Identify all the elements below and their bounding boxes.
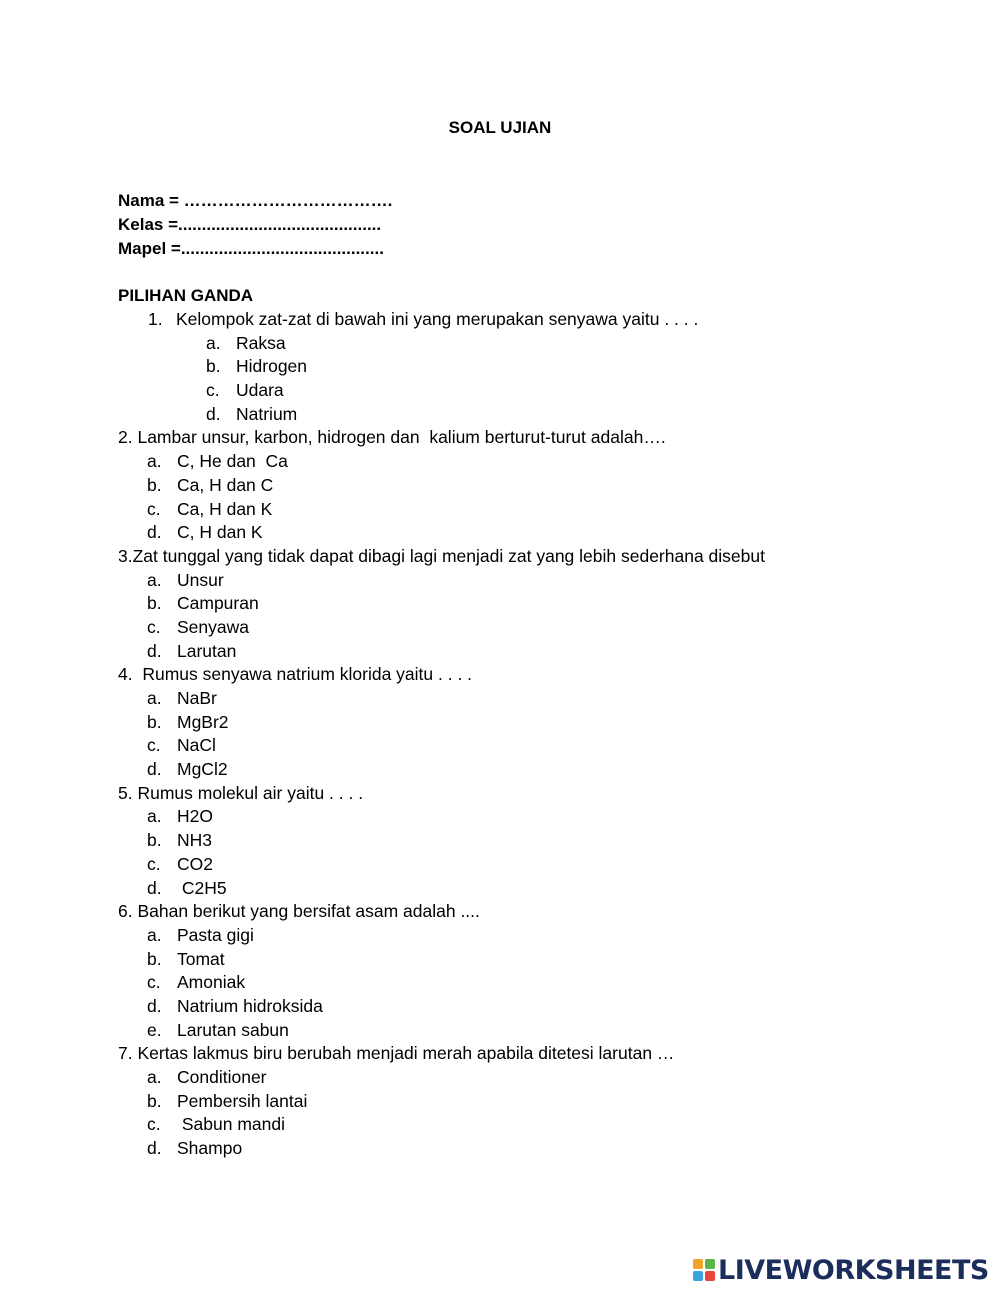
option-item bbox=[118, 948, 765, 972]
option-item bbox=[118, 971, 765, 995]
page-title: SOAL UJIAN bbox=[448, 118, 552, 137]
logo-tile bbox=[693, 1259, 703, 1269]
option-text: C, He dan Ca bbox=[177, 451, 288, 472]
option-letter: d. bbox=[147, 995, 162, 1016]
option-item bbox=[118, 1113, 765, 1137]
option-text: Udara bbox=[236, 380, 284, 401]
option-text: Pembersih lantai bbox=[177, 1090, 308, 1111]
option-letter: a. bbox=[206, 332, 221, 353]
option-item bbox=[118, 853, 765, 877]
option-letter: c. bbox=[147, 735, 161, 756]
option-letter: c. bbox=[147, 972, 161, 993]
option-item bbox=[118, 687, 765, 711]
option-text: Larutan bbox=[177, 640, 237, 661]
option-text: MgBr2 bbox=[177, 711, 229, 732]
logo-tile bbox=[705, 1259, 715, 1269]
option-text: Ca, H dan K bbox=[177, 498, 273, 519]
option-item bbox=[118, 1066, 765, 1090]
option-item bbox=[118, 592, 765, 616]
option-item bbox=[118, 450, 765, 474]
option-text: NaCl bbox=[177, 735, 216, 756]
option-text: Ca, H dan C bbox=[177, 474, 274, 495]
option-text: NaBr bbox=[177, 688, 217, 708]
option-item bbox=[118, 711, 765, 735]
question-number: 1. bbox=[148, 309, 163, 329]
option-text: Natrium bbox=[236, 403, 298, 424]
option-letter: a. bbox=[147, 688, 162, 708]
question-5: 5. Rumus molekul air yaitu . . . . bbox=[118, 782, 364, 803]
option-text: Shampo bbox=[177, 1138, 243, 1159]
option-text: H2O bbox=[177, 806, 213, 827]
option-letter: e. bbox=[147, 1019, 162, 1040]
question-list bbox=[118, 308, 765, 1161]
option-text: Amoniak bbox=[177, 972, 246, 993]
option-item bbox=[118, 1137, 765, 1161]
option-letter: a. bbox=[147, 924, 162, 945]
option-item bbox=[118, 924, 765, 948]
question-7: 7. Kertas lakmus biru berubah menjadi merah apabila ditetesi larutan … bbox=[118, 1043, 675, 1064]
brand-name: LIVEWORKSHEETS bbox=[718, 1254, 989, 1286]
option-text: C2H5 bbox=[177, 877, 227, 898]
option-text: Senyawa bbox=[177, 616, 249, 637]
option-text: NH3 bbox=[177, 830, 213, 851]
option-text: CO2 bbox=[177, 853, 213, 874]
option-text: Tomat bbox=[177, 948, 225, 969]
option-item bbox=[118, 616, 765, 640]
liveworksheets-logo bbox=[693, 1255, 989, 1285]
option-text: Unsur bbox=[177, 569, 224, 590]
mapel-field: Mapel =........................................... bbox=[118, 239, 384, 258]
option-item bbox=[118, 877, 765, 901]
option-item bbox=[118, 1090, 765, 1114]
option-letter: d. bbox=[147, 522, 162, 543]
option-text: Campuran bbox=[177, 593, 259, 614]
option-letter: c. bbox=[147, 616, 161, 637]
option-text: Pasta gigi bbox=[177, 924, 254, 945]
option-item bbox=[118, 355, 765, 379]
student-identity-block bbox=[118, 189, 392, 261]
logo-tile bbox=[705, 1271, 715, 1281]
option-item bbox=[118, 474, 765, 498]
option-text: MgCl2 bbox=[177, 759, 228, 780]
option-text: Sabun mandi bbox=[177, 1114, 285, 1135]
option-letter: b. bbox=[147, 593, 162, 614]
option-item bbox=[118, 829, 765, 853]
option-text: Raksa bbox=[236, 332, 286, 353]
option-letter: d. bbox=[147, 640, 162, 661]
option-letter: a. bbox=[147, 569, 162, 590]
option-letter: b. bbox=[147, 1090, 162, 1111]
nama-field: Nama = ………………………………. bbox=[118, 191, 393, 210]
question-6: 6. Bahan berikut yang bersifat asam adalah .... bbox=[118, 901, 480, 922]
option-item bbox=[118, 640, 765, 664]
option-letter: c. bbox=[147, 853, 161, 874]
question-4: 4. Rumus senyawa natrium klorida yaitu . . . . bbox=[118, 664, 473, 685]
option-letter: b. bbox=[147, 948, 162, 969]
option-letter: b. bbox=[147, 830, 162, 851]
option-item bbox=[118, 805, 765, 829]
option-letter: a. bbox=[147, 1067, 162, 1087]
option-letter: d. bbox=[147, 1138, 162, 1159]
kelas-field: Kelas =........................................... bbox=[118, 215, 382, 234]
option-letter: c. bbox=[147, 1114, 161, 1135]
option-text: Hidrogen bbox=[236, 356, 308, 377]
question-3: 3.Zat tunggal yang tidak dapat dibagi lagi menjadi zat yang lebih sederhana disebut bbox=[118, 545, 765, 566]
option-text: Conditioner bbox=[177, 1067, 267, 1087]
question-2: 2. Lambar unsur, karbon, hidrogen dan kalium berturut-turut adalah…. bbox=[118, 427, 666, 448]
section-heading: PILIHAN GANDA bbox=[118, 286, 254, 305]
option-item bbox=[118, 379, 765, 403]
question-text: Kelompok zat-zat di bawah ini yang merupakan senyawa yaitu . . . . bbox=[176, 309, 699, 329]
option-letter: b. bbox=[206, 356, 221, 377]
option-text: Larutan sabun bbox=[177, 1019, 289, 1040]
question-1 bbox=[118, 308, 765, 332]
logo-tile bbox=[693, 1271, 703, 1281]
option-item bbox=[118, 995, 765, 1019]
option-letter: c. bbox=[147, 498, 161, 519]
liveworksheets-logo-icon bbox=[693, 1259, 715, 1281]
option-letter: d. bbox=[206, 403, 221, 424]
option-letter: d. bbox=[147, 759, 162, 780]
option-item bbox=[118, 332, 765, 356]
option-item bbox=[118, 758, 765, 782]
option-item bbox=[118, 1019, 765, 1043]
option-letter: b. bbox=[147, 474, 162, 495]
option-item bbox=[118, 521, 765, 545]
option-text: Natrium hidroksida bbox=[177, 995, 323, 1016]
option-item bbox=[118, 734, 765, 758]
option-letter: a. bbox=[147, 451, 162, 472]
option-letter: c. bbox=[206, 380, 220, 401]
option-text: C, H dan K bbox=[177, 522, 263, 543]
option-letter: a. bbox=[147, 806, 162, 827]
option-letter: b. bbox=[147, 711, 162, 732]
option-letter: d. bbox=[147, 877, 162, 898]
option-item bbox=[118, 498, 765, 522]
option-item bbox=[118, 403, 765, 427]
option-item bbox=[118, 569, 765, 593]
